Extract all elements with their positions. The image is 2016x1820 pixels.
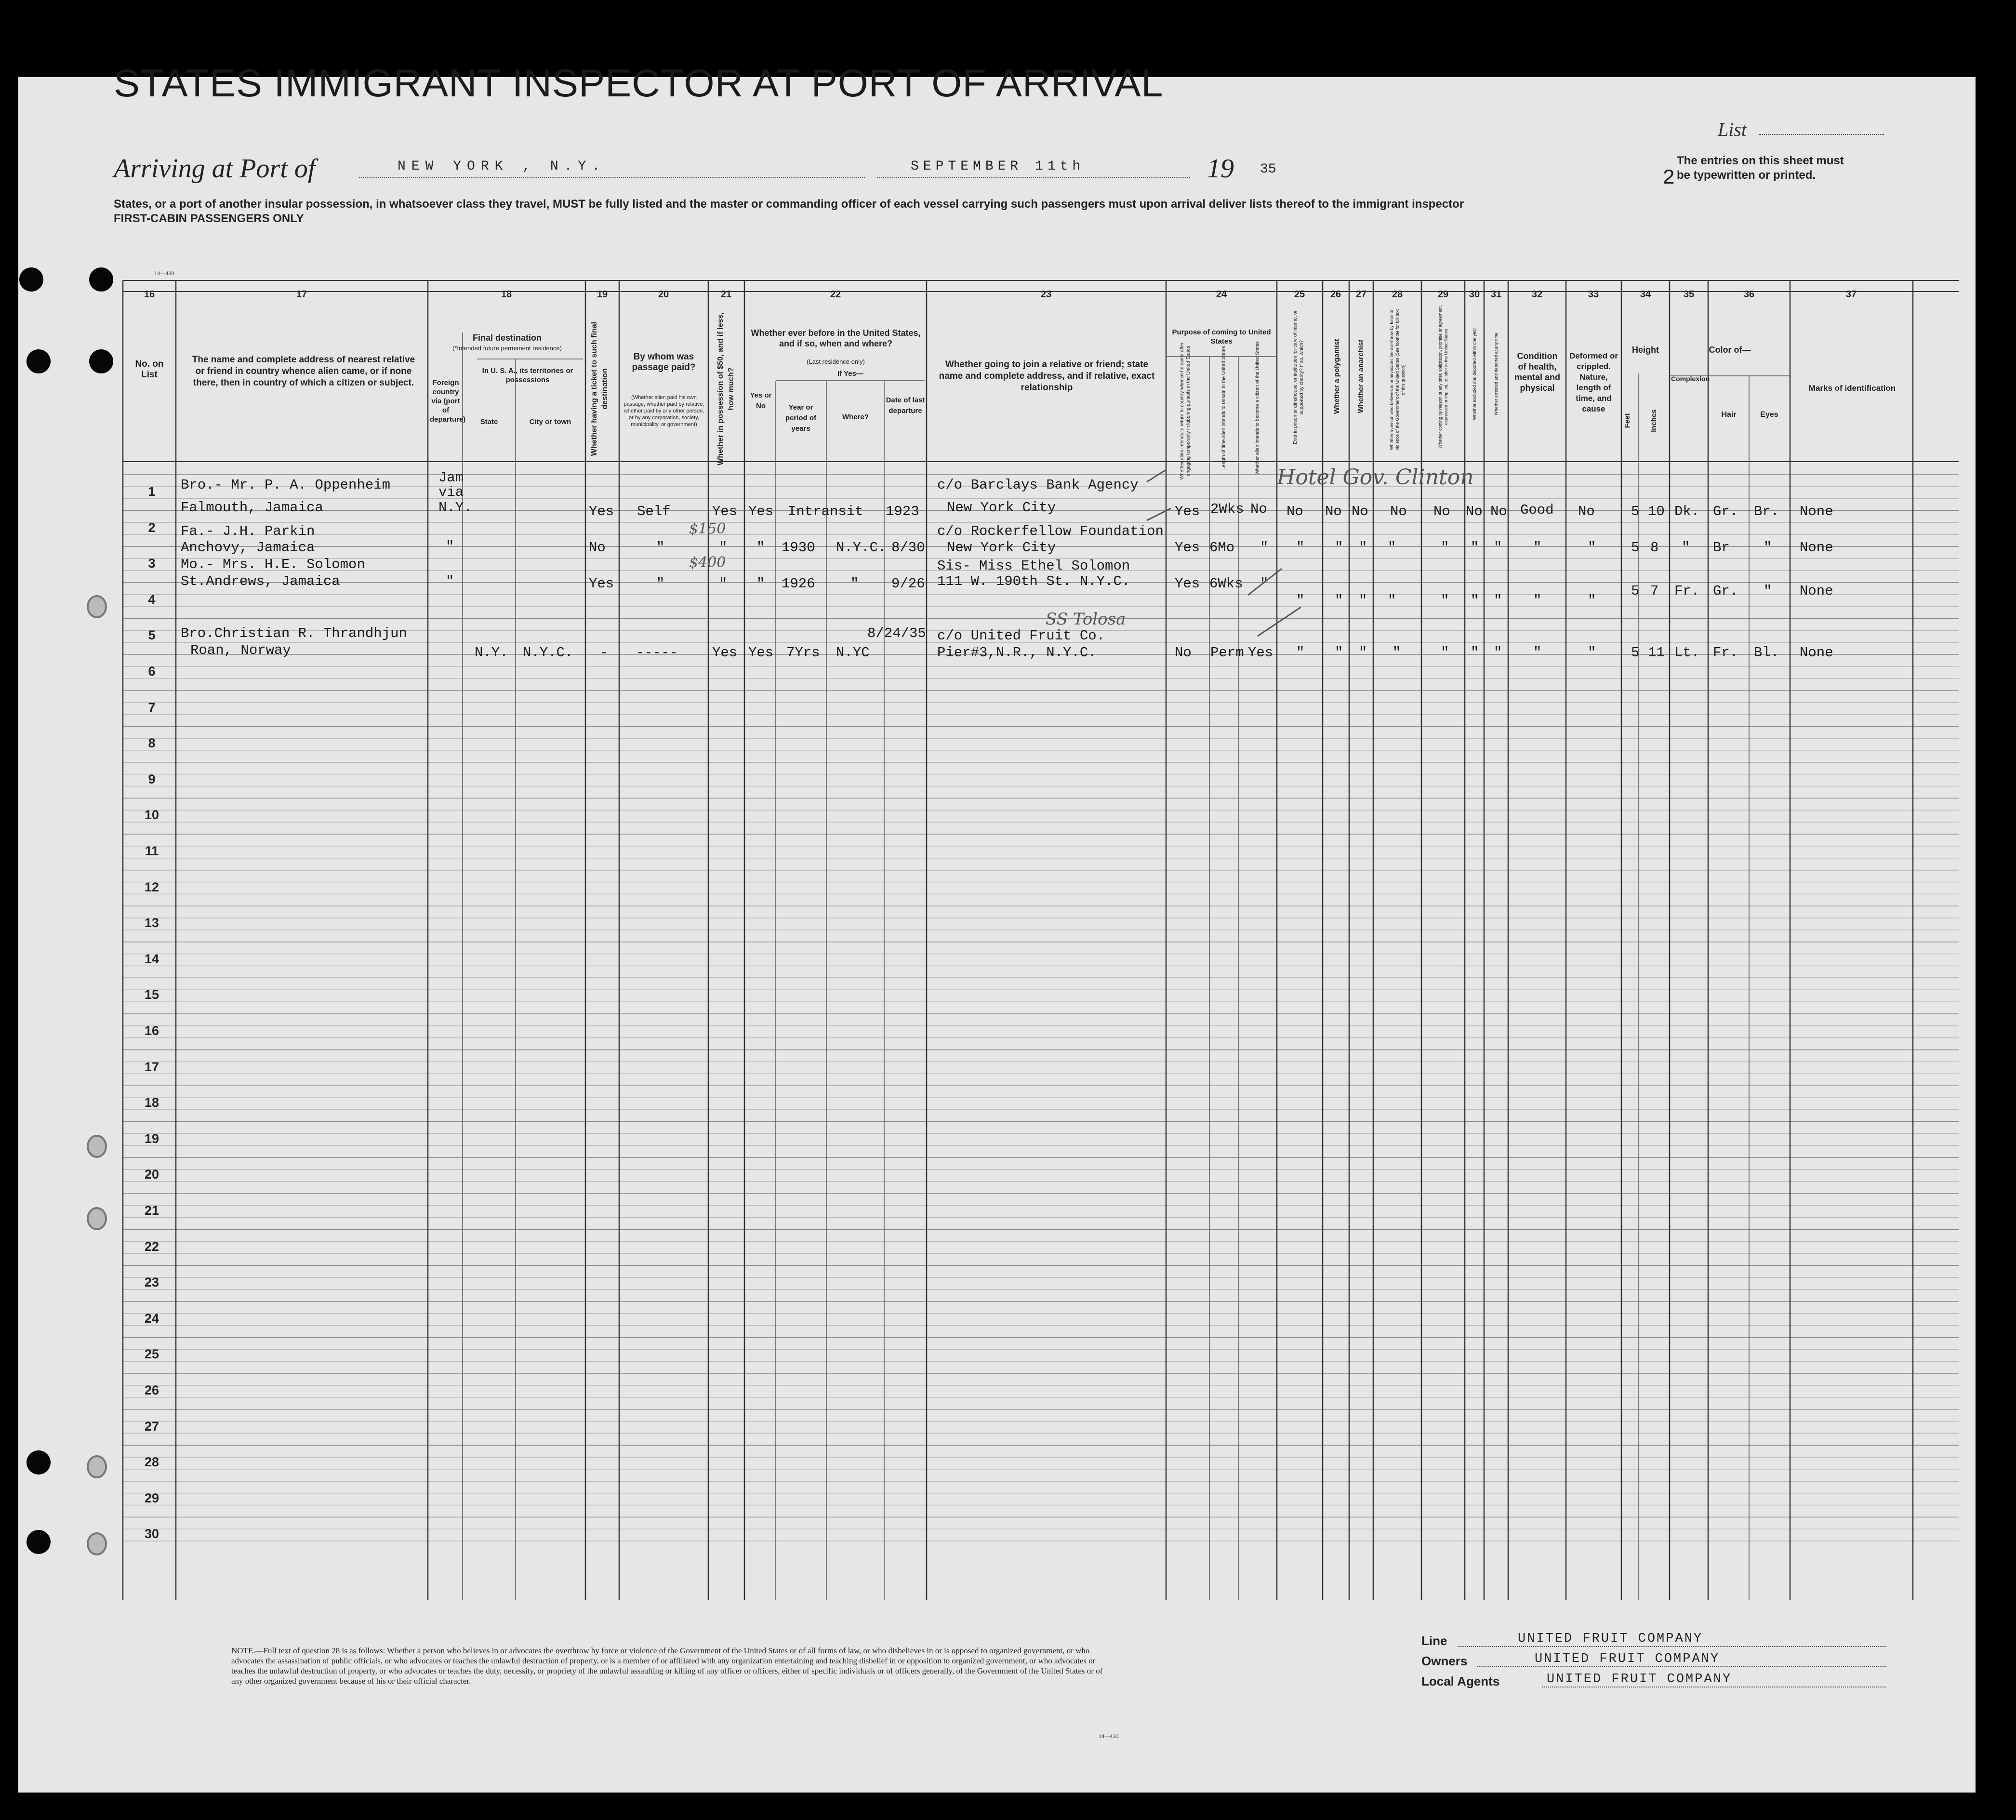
agents-value: UNITED FRUIT COMPANY <box>1547 1672 1732 1687</box>
passage-paid-3: " <box>656 576 665 592</box>
row-number: 19 <box>144 1131 159 1146</box>
handwritten-amount-1: $150 <box>689 520 726 537</box>
question-29-1: No <box>1433 504 1450 519</box>
column-number: 25 <box>1294 289 1305 300</box>
handwritten-amount-2: $400 <box>689 554 726 571</box>
intro-text: States, or a port of another insular possession, in whatsoever class they travel, MUST be fully listed and the master or commanding officer of each vessel carrying such passengers must upon arrival deliver lists thereof to the immigrant inspector <box>114 198 1464 211</box>
question-31-2: " <box>1494 540 1502 556</box>
row-number: 1 <box>148 484 156 499</box>
row-number: 20 <box>144 1167 159 1182</box>
relative-name-1: Bro.- Mr. P. A. Oppenheim <box>181 477 391 493</box>
column-number: 26 <box>1330 289 1341 300</box>
header-where: Where? <box>842 413 869 421</box>
header-join-relative: Whether going to join a relative or friend; state name and complete address, and if relative, exact relationship <box>939 359 1155 393</box>
header-prison: Ever in prison or almshouse, or institution for care of insane, or supported by charity? If so, which? <box>1293 310 1304 444</box>
row-number: 10 <box>144 808 159 823</box>
header-purpose: Purpose of coming to United States <box>1172 328 1271 345</box>
purpose-return-1: Yes <box>1175 504 1200 519</box>
where-5: N.YC <box>836 645 870 661</box>
header-passage-paid-note: (Whether alien paid his own passage, whether paid by relative, whether paid by any other person, or by any corporation, society, municipality, or government) <box>623 395 704 427</box>
header-inches: Inches <box>1650 409 1658 432</box>
last-departure-2: 8/30 <box>891 540 925 556</box>
question-28-3: " <box>1388 593 1396 609</box>
question-29-5: " <box>1441 645 1449 661</box>
period-5: 7Yrs <box>786 645 820 661</box>
column-number: 23 <box>1040 289 1052 300</box>
hair-3: Gr. <box>1713 583 1738 599</box>
column-number: 17 <box>296 289 307 300</box>
row-number: 21 <box>144 1203 159 1218</box>
purpose-citizen-1: No <box>1250 501 1267 517</box>
column-number: 34 <box>1640 289 1651 300</box>
header-color-of: Color of— <box>1709 345 1751 355</box>
anarchist-1: No <box>1352 504 1368 519</box>
ticket-1: Yes <box>589 504 614 519</box>
agents-label: Local Agents <box>1421 1674 1500 1688</box>
list-label: List <box>1718 119 1747 140</box>
inches-2: 8 <box>1650 540 1659 556</box>
page-number: 2 <box>1662 166 1675 190</box>
complexion-3: Fr. <box>1674 583 1700 599</box>
header-yes-or-no: Yes or No <box>750 391 772 410</box>
header-passage-paid: By whom was passage paid? <box>632 352 696 372</box>
inches-3: 7 <box>1650 583 1659 599</box>
header-polygamist: Whether a polygamist <box>1333 339 1341 414</box>
foreign-country-1c: N.Y. <box>438 500 472 516</box>
year-prefix: 19 <box>1207 154 1234 184</box>
last-departure-5: 8/24/35 <box>867 625 926 641</box>
purpose-citizen-3: " <box>1260 576 1269 592</box>
period-3: 1926 <box>782 576 815 592</box>
row-number: 16 <box>144 1023 159 1038</box>
passage-paid-1: Self <box>637 504 671 519</box>
inches-1: 10 <box>1648 504 1665 519</box>
complexion-5: Lt. <box>1674 645 1700 661</box>
condition-5: " <box>1533 645 1542 661</box>
relative-name-3: Mo.- Mrs. H.E. Solomon <box>181 557 365 572</box>
question-30-1: No <box>1466 504 1483 519</box>
question-28-5: " <box>1393 645 1401 661</box>
header-ever-before-note: (Last residence only) <box>807 358 865 365</box>
row-number: 25 <box>144 1347 159 1362</box>
anarchist-3: " <box>1359 593 1367 609</box>
column-number: 31 <box>1490 289 1502 300</box>
purpose-return-5: No <box>1175 645 1192 661</box>
join-relative-1a: c/o Barclays Bank Agency <box>937 477 1139 493</box>
line-value: UNITED FRUIT COMPANY <box>1518 1632 1703 1646</box>
header-state: State <box>480 418 498 426</box>
date-value: SEPTEMBER 11th <box>911 159 1085 174</box>
question-30-2: " <box>1471 540 1479 556</box>
ticket-3: Yes <box>589 576 614 592</box>
row-number: 5 <box>148 628 156 643</box>
eyes-3: " <box>1764 583 1772 599</box>
join-relative-5a: c/o United Fruit Co. <box>937 628 1105 644</box>
polygamist-2: " <box>1335 540 1343 556</box>
column-number: 37 <box>1845 289 1857 300</box>
passage-paid-5: ----- <box>636 645 678 661</box>
fifty-2: " <box>719 540 728 556</box>
hair-1: Gr. <box>1713 504 1738 519</box>
relative-address-1: Falmouth, Jamaica <box>181 500 323 516</box>
form-code: 14—430 <box>154 271 174 277</box>
question-28-2: " <box>1388 540 1396 556</box>
column-number: 21 <box>720 289 732 300</box>
purpose-citizen-5: Yes <box>1248 645 1273 661</box>
ticket-5: - <box>600 645 609 661</box>
feet-3: 5 <box>1631 583 1640 599</box>
row-number: 4 <box>148 592 156 607</box>
purpose-length-2: 6Mo <box>1209 540 1235 556</box>
class-line: FIRST-CABIN PASSENGERS ONLY <box>114 212 304 225</box>
marks-1: None <box>1800 504 1833 519</box>
purpose-length-5: Perm <box>1210 645 1244 661</box>
polygamist-1: No <box>1325 504 1342 519</box>
foreign-country-1b: via <box>438 484 464 500</box>
complexion-2: " <box>1682 540 1690 556</box>
header-in-usa: In U. S. A., its territories or possessions <box>482 367 573 384</box>
feet-1: 5 <box>1631 504 1640 519</box>
owners-underline <box>1477 1666 1886 1667</box>
marks-5: None <box>1800 645 1833 661</box>
hair-5: Fr. <box>1713 645 1738 661</box>
ever-before-3: " <box>756 576 765 592</box>
owners-value: UNITED FRUIT COMPANY <box>1535 1652 1720 1666</box>
column-number: 20 <box>658 289 669 300</box>
join-relative-2b: New York City <box>947 540 1056 556</box>
deformed-2: " <box>1588 540 1596 556</box>
anarchist-2: " <box>1359 540 1367 556</box>
header-foreign-country: Foreign country via (port of departure) <box>430 379 466 424</box>
row-number: 17 <box>144 1059 159 1074</box>
handwritten-hotel-note: Hotel Gov. Clinton <box>1277 465 1474 490</box>
eyes-5: Bl. <box>1754 645 1779 661</box>
hair-2: Br <box>1713 540 1730 556</box>
fifty-5: Yes <box>712 645 738 661</box>
join-relative-3b: 111 W. 190th St. N.Y.C. <box>937 573 1130 589</box>
join-relative-5b: Pier#3,N.R., N.Y.C. <box>937 645 1097 661</box>
owners-label: Owners <box>1421 1654 1468 1668</box>
row-number: 29 <box>144 1490 159 1505</box>
purpose-citizen-2: " <box>1260 540 1269 556</box>
row-number: 26 <box>144 1383 159 1397</box>
row-number: 24 <box>144 1311 159 1326</box>
row-number: 28 <box>144 1455 159 1470</box>
period-1: Intransit <box>788 504 863 519</box>
where-2: N.Y.C. <box>836 540 887 556</box>
column-number: 22 <box>830 289 841 300</box>
header-purpose-length: Length of time alien intends to remain in the United States <box>1221 346 1227 470</box>
fifty-3: " <box>719 576 728 592</box>
header-complexion: Complexion <box>1671 375 1710 383</box>
header-question-28: Whether a person who believes in or advocates the overthrow by force or violence of the Government of the United States (See footnote for full text of this question) <box>1389 309 1406 451</box>
column-number: 29 <box>1437 289 1449 300</box>
relative-address-3: St.Andrews, Jamaica <box>181 573 340 589</box>
relative-address-5: Roan, Norway <box>190 642 291 658</box>
question-31-1: No <box>1490 504 1507 519</box>
header-ever-before: Whether ever before in the United States, and if so, when and where? <box>751 328 921 348</box>
port-value: NEW YORK , N.Y. <box>398 159 606 174</box>
purpose-return-3: Yes <box>1175 576 1200 592</box>
question-29-3: " <box>1441 593 1449 609</box>
column-number: 36 <box>1743 289 1755 300</box>
row-number: 8 <box>148 736 156 751</box>
footnote-question-28: NOTE.—Full text of question 28 is as follows: Whether a person who believes in or advocates the overthrow by force or violence of the Government of the United States or of all forms of law, or who disbelieves in or is opposed to organized government, or who advocates the assassination of public officials, or who advocates or teaches the unlawful destruction of property, or is a member of or affiliated with any organization entertaining and teaching disbelief in or opposition to organized government, or who advocates or teaches the unlawful destruction of property, or who advocates or teaches the duty, necessity, or propriety of the unlawful assaulting or killing of any officer or officers, either of specific individuals or of officers generally, of the Government of the United States or of any other organized government because of his or their official character. <box>231 1646 1103 1686</box>
foreign-country-2: " <box>446 539 454 555</box>
column-number: 24 <box>1216 289 1227 300</box>
row-number: 13 <box>144 916 159 930</box>
question-30-3: " <box>1471 593 1479 609</box>
row-number: 7 <box>148 700 156 715</box>
relative-name-5: Bro.Christian R. Thrandhjun <box>181 625 407 641</box>
header-question-30: Whether excluded and deported within one year <box>1472 328 1477 420</box>
header-if-yes: If Yes— <box>837 370 863 378</box>
row-number: 6 <box>148 664 156 678</box>
join-relative-3a: Sis- Miss Ethel Solomon <box>937 558 1130 574</box>
ever-before-5: Yes <box>748 645 774 661</box>
prison-3: " <box>1296 593 1305 609</box>
row-number: 2 <box>148 520 156 535</box>
row-number: 9 <box>148 771 156 786</box>
deformed-1: No <box>1578 504 1595 519</box>
purpose-return-2: Yes <box>1175 540 1200 556</box>
condition-3: " <box>1533 593 1542 609</box>
join-relative-2a: c/o Rockerfellow Foundation <box>937 523 1164 539</box>
condition-1: Good <box>1520 502 1554 518</box>
prison-2: " <box>1296 540 1305 556</box>
question-31-5: " <box>1494 645 1502 661</box>
header-condition: Condition of health, mental and physical <box>1514 351 1561 393</box>
column-number: 35 <box>1683 289 1695 300</box>
footer-form-code: 14—430 <box>1099 1734 1119 1740</box>
question-31-3: " <box>1494 593 1502 609</box>
header-feet: Feet <box>1623 413 1631 428</box>
header-no-on-list: No. on List <box>135 359 164 380</box>
header-height: Height <box>1632 345 1659 355</box>
column-number: 28 <box>1392 289 1403 300</box>
header-purpose-citizen: Whether alien intends to become a citizen of the United States <box>1255 341 1260 475</box>
purpose-length-1: 2Wks <box>1210 501 1244 517</box>
foreign-country-1a: Jam <box>438 470 464 486</box>
eyes-2: " <box>1764 540 1772 556</box>
question-29-2: " <box>1441 540 1449 556</box>
typewritten-note-2: be typewritten or printed. <box>1677 169 1816 182</box>
handwritten-ship-note: SS Tolosa <box>1046 610 1126 629</box>
marks-3: None <box>1800 583 1833 599</box>
row-number: 30 <box>144 1527 159 1541</box>
arriving-label: Arriving at Port of <box>114 154 316 184</box>
header-final-destination: Final destination <box>472 333 542 343</box>
year-suffix: 35 <box>1260 162 1276 177</box>
header-deformed: Deformed or crippled. Nature, length of time, and cause <box>1569 351 1618 413</box>
row-number: 12 <box>144 879 159 894</box>
prison-5: " <box>1296 645 1305 661</box>
state-5: N.Y. <box>475 645 508 661</box>
header-year-or-period: Year or period of years <box>785 403 817 433</box>
last-departure-1: 1923 <box>886 504 919 519</box>
header-nearest-relative: The name and complete address of nearest relative or friend in country whence alien came, or if none there, then in country of which a citizen or subject. <box>192 355 415 388</box>
header-final-destination-note: (*Intended future permanent residence) <box>452 345 562 352</box>
foreign-country-3: " <box>446 573 454 589</box>
row-number: 15 <box>144 987 159 1002</box>
anarchist-5: " <box>1359 645 1367 661</box>
relative-name-2: Fa.- J.H. Parkin <box>181 523 315 539</box>
header-city: City or town <box>529 418 571 426</box>
fifty-1: Yes <box>712 504 738 519</box>
header-hair: Hair <box>1721 411 1737 419</box>
row-number: 23 <box>144 1275 159 1290</box>
feet-5: 5 <box>1631 645 1640 661</box>
question-28-1: No <box>1390 504 1407 519</box>
header-ticket: Whether having a ticket to such final destination <box>590 321 609 456</box>
header-possession-50: Whether in possession of $50, and if less, how much? <box>716 312 735 465</box>
ever-before-1: Yes <box>748 504 774 519</box>
polygamist-3: " <box>1335 593 1343 609</box>
row-number: 11 <box>145 844 159 858</box>
feet-2: 5 <box>1631 540 1640 556</box>
header-marks: Marks of identification <box>1808 384 1896 393</box>
row-number: 3 <box>148 556 156 571</box>
ticket-2: No <box>589 540 606 556</box>
period-2: 1930 <box>782 540 815 556</box>
header-purpose-return: Whether alien intends to return to country whence he came after engaging temporarily in laboring pursuits in the United States <box>1180 342 1191 480</box>
last-departure-3: 9/26 <box>891 576 925 592</box>
marks-2: None <box>1800 540 1833 556</box>
column-number: 19 <box>597 289 608 300</box>
complexion-1: Dk. <box>1674 504 1700 519</box>
column-number: 16 <box>144 289 155 300</box>
column-number: 27 <box>1355 289 1367 300</box>
row-number: 18 <box>144 1095 159 1110</box>
deformed-3: " <box>1588 593 1596 609</box>
column-number: 32 <box>1531 289 1543 300</box>
line-label: Line <box>1421 1634 1447 1648</box>
passage-paid-2: " <box>656 540 665 556</box>
header-question-29: Whether coming by reason of any offer, solicitation, promise or agreement, expressed or implied, to labor in the United States <box>1438 305 1448 449</box>
purpose-length-3: 6Wks <box>1209 576 1243 592</box>
ever-before-2: " <box>756 540 765 556</box>
question-30-5: " <box>1471 645 1479 661</box>
column-number: 18 <box>501 289 512 300</box>
typewritten-note-1: The entries on this sheet must <box>1677 154 1844 167</box>
column-number: 33 <box>1588 289 1599 300</box>
city-5: N.Y.C. <box>523 645 573 661</box>
inches-5: 11 <box>1648 645 1665 661</box>
row-number: 14 <box>144 951 159 966</box>
page-title: STATES IMMIGRANT INSPECTOR AT PORT OF ARRIVAL <box>114 62 1164 105</box>
join-relative-1b: New York City <box>947 500 1056 516</box>
prison-1: No <box>1287 504 1303 519</box>
condition-2: " <box>1533 540 1542 556</box>
polygamist-5: " <box>1335 645 1343 661</box>
row-number: 27 <box>144 1419 159 1434</box>
header-date-last-departure: Date of last departure <box>886 396 925 415</box>
line-underline <box>1458 1646 1886 1647</box>
header-question-31: Whether arrested and deported at any time <box>1494 332 1499 415</box>
relative-address-2: Anchovy, Jamaica <box>181 540 315 556</box>
eyes-1: Br. <box>1754 504 1779 519</box>
column-number: 30 <box>1469 289 1480 300</box>
deformed-5: " <box>1588 645 1596 661</box>
header-eyes: Eyes <box>1760 411 1778 419</box>
header-anarchist: Whether an anarchist <box>1357 339 1365 413</box>
row-number: 22 <box>144 1239 159 1254</box>
where-3: " <box>850 576 859 592</box>
